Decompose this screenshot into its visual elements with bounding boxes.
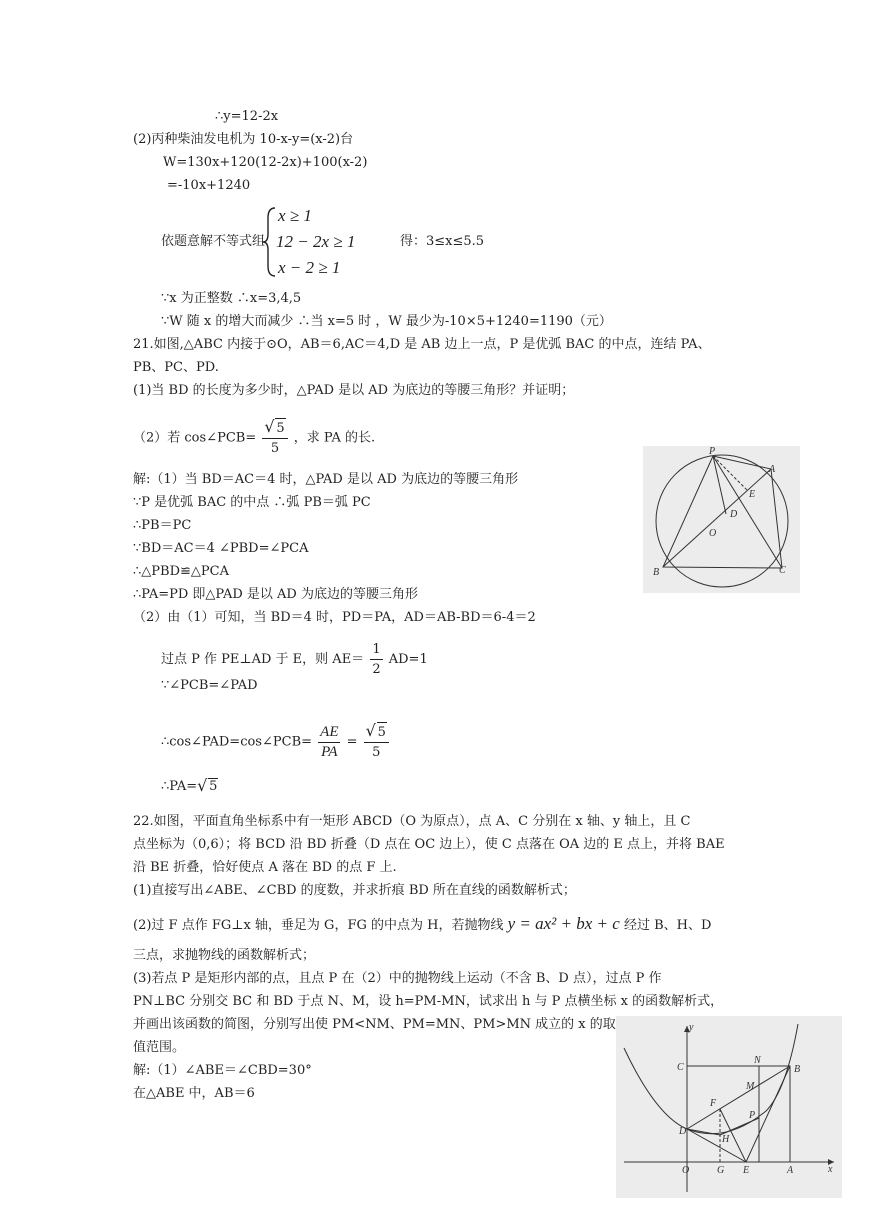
inequality-prefix: 依题意解不等式组	[161, 234, 266, 249]
question-22-line: 沿 BE 折叠，恰好使点 A 落在 BD 的点 F 上.	[133, 860, 397, 875]
question-22-line: 值范围。	[133, 1040, 186, 1055]
text-line: ∴y=12-2x	[215, 109, 279, 124]
fraction: √ $\frac{5}{5}$	[262, 418, 287, 458]
question-22-line: (2)过 F 点作 FG⊥x 轴，垂足为 G，FG 的中点为 H，若抛物线 y = ax² + bx + c 经过 B、H、D	[133, 914, 712, 933]
circle-figure	[643, 446, 800, 593]
question-21-line: PB、PC、PD.	[133, 360, 219, 375]
solution-line: 解:（1）当 BD＝AC＝4 时，△PAD 是以 AD 为底边的等腰三角形	[133, 472, 519, 487]
fraction: √ $\frac{5}{5}$	[364, 722, 389, 762]
solution-line: ∴cos∠PAD=cos∠PCB= $\frac{AE}{PA}$ = √ $\frac{5}{5}$	[161, 722, 391, 762]
label-O: O	[682, 1165, 690, 1176]
solution-line: ∵P 是优弧 BAC 的中点 ∴弧 PB＝弧 PC	[133, 495, 371, 510]
label-C: C	[677, 1062, 684, 1073]
label-P: P	[749, 1110, 756, 1121]
text-line: =-10x+1240	[167, 178, 251, 193]
text-line: (2)丙种柴油发电机为 10-x-y=(x-2)台	[133, 132, 354, 147]
solution-line: （2）由（1）可知，当 BD＝4 时，PD＝PA，AD＝AB-BD＝6-4＝2	[133, 610, 536, 625]
label-A: A	[787, 1165, 794, 1176]
solution-line: ∴△PBD≌△PCA	[133, 564, 229, 579]
text-line: ∵x 为正整数 ∴x=3,4,5	[161, 291, 302, 306]
label-M: M	[746, 1081, 755, 1092]
label-H: H	[722, 1134, 730, 1145]
fraction: $\frac{AE}{PA}$	[320, 723, 339, 760]
fraction: $\frac{1}{2}$	[372, 642, 381, 677]
inequality-3: x − 2 ≥ 1	[278, 258, 341, 277]
label-B: B	[653, 567, 660, 578]
solution-line: ∴PB＝PC	[133, 518, 192, 533]
question-21-part2: （2）若 cos∠PCB= √ $\frac{5}{5}$ ，求 PA 的长.	[133, 418, 375, 458]
solution-line: ∵∠PCB=∠PAD	[161, 678, 258, 693]
text-line: W=130x+120(12-2x)+100(x-2)	[163, 155, 368, 170]
inequality-result: 得：3≤x≤5.5	[400, 234, 485, 249]
label-O: O	[709, 528, 717, 539]
solution-line: ∴PA=√ 5	[161, 778, 218, 796]
question-22-line: (3)若点 P 是矩形内部的点，且点 P 在（2）中的抛物线上运动（不含 B、D 点），过点 P 作	[133, 971, 662, 986]
label-x: x	[828, 1164, 833, 1175]
label-E: E	[743, 1165, 750, 1176]
label-A: A	[769, 464, 776, 475]
question-22-line: 22.如图，平面直角坐标系中有一矩形 ABCD（O 为原点），点 A、C 分别在 x 轴、y 轴上，且 C	[133, 814, 691, 829]
question-22-line: 并画出该函数的简图，分别写出使 PM<NM、PM=MN、PM>MN 成立的 x 的取	[133, 1017, 616, 1032]
text-line: ∵W 随 x 的增大而减少 ∴当 x=5 时 ，W 最少为-10×5+1240=1190（元）	[161, 314, 612, 329]
label-B: B	[794, 1064, 801, 1075]
label-y: y	[689, 1022, 694, 1033]
label-F: F	[710, 1098, 717, 1109]
question-21-line: 21.如图,△ABC 内接于⊙O，AB＝6,AC＝4,D 是 AB 边上一点，P 是优弧 BAC 的中点，连结 PA、	[133, 337, 711, 352]
question-22-line: (1)直接写出∠ABE、∠CBD 的度数，并求折痕 BD 所在直线的函数解析式；	[133, 883, 576, 898]
coordinate-diagram	[616, 1016, 842, 1198]
solution-line: 过点 P 作 PE⊥AD 于 E，则 AE＝ $\frac{1}{2}$ AD=1	[161, 642, 428, 677]
inequality-2: 12 − 2x ≥ 1	[276, 232, 356, 251]
question-21-line: (1)当 BD 的长度为多少时，△PAD 是以 AD 为底边的等腰三角形？并证明；	[133, 383, 575, 398]
coordinate-figure	[616, 1016, 842, 1198]
label-D: D	[679, 1126, 687, 1137]
solution-line: ∴PA=PD 即△PAD 是以 AD 为底边的等腰三角形	[133, 587, 418, 602]
label-C: C	[779, 565, 786, 576]
question-22-line: 点坐标为（0,6）；将 BCD 沿 BD 折叠（D 点在 OC 边上），使 C 点落在 OA 边的 E 点上，并将 BAE	[133, 837, 725, 852]
question-22-line: PN⊥BC 分别交 BC 和 BD 于点 N、M，设 h=PM-MN，试求出 h 与 P 点横坐标 x 的函数解析式，	[133, 994, 724, 1009]
label-N: N	[754, 1055, 761, 1066]
label-P: P	[709, 446, 716, 457]
solution-line: 在△ABE 中，AB＝6	[133, 1086, 255, 1101]
question-22-line: 三点，求抛物线的函数解析式；	[133, 948, 316, 963]
label-D: D	[730, 509, 738, 520]
solution-line: 解:（1）∠ABE＝∠CBD=30°	[133, 1063, 312, 1078]
circle-diagram	[643, 446, 800, 593]
solution-line: ∵BD＝AC＝4 ∠PBD=∠PCA	[133, 541, 309, 556]
label-E: E	[749, 489, 756, 500]
inequality-1: x ≥ 1	[278, 206, 312, 225]
label-G: G	[717, 1165, 725, 1176]
